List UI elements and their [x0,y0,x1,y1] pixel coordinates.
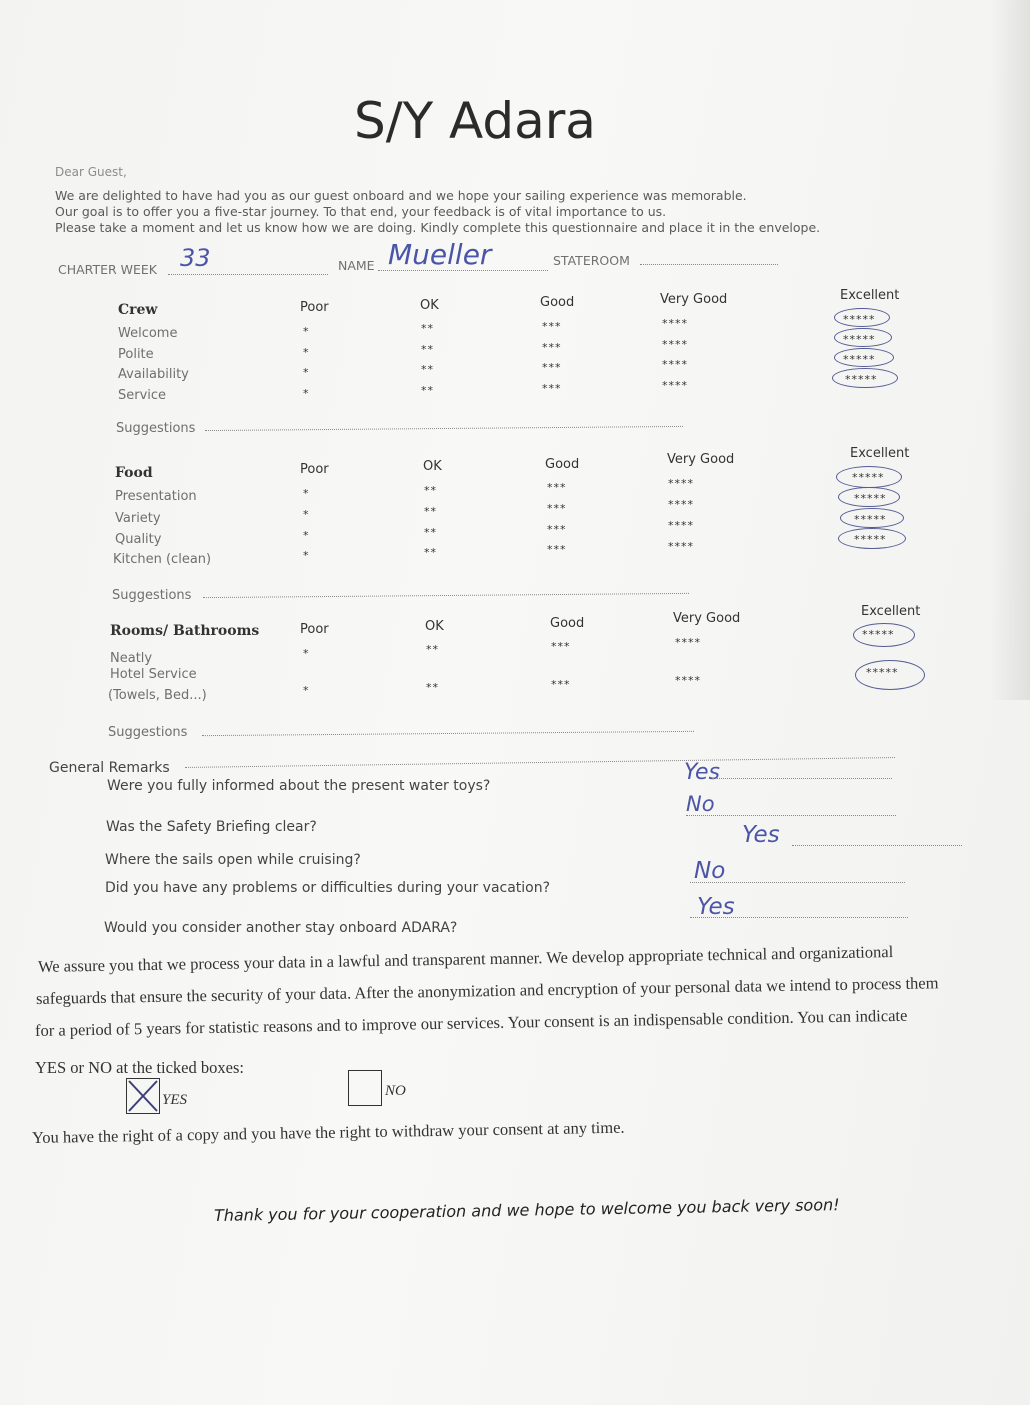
consent-rights-text: You have the right of a copy and you have the right to withdraw your consent at any time. [31,1117,625,1147]
food-quality-good[interactable]: *** [547,523,567,536]
food-variety-selected-circle [838,487,900,507]
food-presentation-good[interactable]: *** [547,481,567,494]
crew-row-welcome: Welcome [118,326,178,341]
food-variety-poor[interactable]: * [303,508,310,521]
food-row-variety: Variety [115,511,161,526]
rooms-col-ok: OK [425,619,444,634]
food-presentation-ok[interactable]: ** [424,484,437,497]
question-water-toys: Were you fully informed about the present water toys? [107,778,491,794]
crew-polite-poor[interactable]: * [303,346,310,359]
food-col-very-good: Very Good [667,452,735,467]
crew-availability-good[interactable]: *** [542,361,562,374]
answer-water-toys[interactable]: Yes [684,760,721,785]
rooms-hotel-service-very-good[interactable]: **** [675,674,701,687]
answer-safety-briefing[interactable]: No [686,792,715,816]
rooms-neatly-poor[interactable]: * [303,647,310,660]
crew-polite-very-good[interactable]: **** [662,338,688,351]
crew-welcome-excellent[interactable]: ***** [843,313,876,326]
answer-problems-line [690,882,905,883]
food-kitchen-poor[interactable]: * [303,549,310,562]
rooms-suggestions-label: Suggestions [108,725,188,740]
food-col-good: Good [545,457,580,472]
food-variety-ok[interactable]: ** [424,505,437,518]
general-remarks-label: General Remarks [49,760,170,776]
food-suggestions-label: Suggestions [112,588,192,603]
form-title: S/Y Adara [354,92,596,150]
rooms-hotel-service-poor[interactable]: * [303,684,310,697]
food-col-poor: Poor [300,462,329,477]
crew-service-good[interactable]: *** [542,382,562,395]
food-quality-very-good[interactable]: **** [668,519,694,532]
crew-row-service: Service [118,388,167,403]
crew-availability-ok[interactable]: ** [421,363,434,376]
food-col-ok: OK [423,459,442,474]
crew-col-good: Good [540,295,575,310]
consent-text-line-1: We assure you that we process your data in a lawful and transparent manner. We develop appropriate technical and organizational [37,942,894,976]
answer-another-stay[interactable]: Yes [697,894,735,920]
rooms-neatly-very-good[interactable]: **** [675,636,701,649]
section-food-title: Food [115,465,153,481]
food-quality-ok[interactable]: ** [424,526,437,539]
question-problems: Did you have any problems or difficulties during your vacation? [105,880,551,896]
charter-week-label: CHARTER WEEK [58,262,157,277]
food-row-kitchen: Kitchen (clean) [113,552,212,567]
name-value[interactable]: Mueller [388,238,492,271]
salutation: Dear Guest, [55,165,127,179]
section-rooms-title: Rooms/ Bathrooms [110,623,260,639]
food-quality-selected-circle [840,508,904,528]
food-kitchen-very-good[interactable]: **** [668,540,694,553]
food-quality-excellent[interactable]: ***** [854,513,887,526]
intro-line-2: Our goal is to offer you a five-star journey. To that end, your feedback is of vital importance to us. [55,204,667,219]
food-kitchen-good[interactable]: *** [547,543,567,556]
crew-welcome-selected-circle [834,308,890,327]
name-label: NAME [338,258,375,273]
question-sails-open: Where the sails open while cruising? [105,852,361,868]
intro-line-1: We are delighted to have had you as our guest onboard and we hope your sailing experience was memorable. [55,188,747,203]
food-presentation-poor[interactable]: * [303,487,310,500]
food-row-quality: Quality [115,532,162,547]
crew-polite-selected-circle [834,328,892,347]
food-suggestions-line[interactable] [203,593,689,598]
rooms-col-good: Good [550,616,585,631]
food-kitchen-excellent[interactable]: ***** [854,533,887,546]
charter-week-line [168,274,328,275]
crew-col-very-good: Very Good [660,292,728,307]
crew-service-excellent[interactable]: ***** [845,373,878,386]
crew-service-selected-circle [832,368,898,388]
rooms-row-towels-bed: (Towels, Bed...) [108,688,207,703]
rooms-col-poor: Poor [300,622,329,637]
consent-text-line-4: YES or NO at the ticked boxes: [35,1058,244,1077]
food-variety-excellent[interactable]: ***** [854,492,887,505]
answer-another-stay-line [690,917,908,918]
consent-text-line-2: safeguards that ensure the security of your data. After the anonymization and encryption of your personal data we intend to process them [35,973,939,1008]
rooms-col-excellent: Excellent [861,604,921,619]
crew-availability-poor[interactable]: * [303,366,310,379]
food-presentation-very-good[interactable]: **** [668,477,694,490]
rooms-neatly-excellent[interactable]: ***** [862,628,895,641]
rooms-row-neatly: Neatly [110,651,153,666]
rooms-col-very-good: Very Good [673,611,741,626]
crew-row-availability: Availability [118,367,189,382]
food-presentation-selected-circle [836,466,902,488]
crew-col-poor: Poor [300,300,329,315]
crew-polite-excellent[interactable]: ***** [843,333,876,346]
crew-polite-ok[interactable]: ** [421,343,434,356]
crew-welcome-very-good[interactable]: **** [662,317,688,330]
answer-water-toys-line [712,778,892,779]
page-shadow [990,0,1030,700]
stateroom-label: STATEROOM [553,253,630,268]
consent-yes-checkbox[interactable] [126,1078,160,1114]
intro-line-3: Please take a moment and let us know how we are doing. Kindly complete this questionnaire and place it in the envelope. [55,220,821,235]
rooms-neatly-selected-circle [853,623,915,647]
food-kitchen-selected-circle [838,528,906,549]
rooms-hotel-service-excellent[interactable]: ***** [866,666,899,679]
consent-yes-label: YES [162,1092,188,1108]
consent-text-line-3: for a period of 5 years for statistic reasons and to improve our services. Your consent is an indispensable condition. You can indicate [34,1005,908,1040]
rooms-row-hotel-service: Hotel Service [110,667,197,682]
crew-service-ok[interactable]: ** [421,384,434,397]
food-kitchen-ok[interactable]: ** [424,546,437,559]
rooms-hotel-service-good[interactable]: *** [551,678,571,691]
crew-availability-excellent[interactable]: ***** [843,353,876,366]
crew-service-poor[interactable]: * [303,387,310,400]
food-row-presentation: Presentation [115,489,197,504]
crew-col-excellent: Excellent [840,288,900,303]
rooms-neatly-ok[interactable]: ** [426,643,439,656]
crew-polite-good[interactable]: *** [542,341,562,354]
consent-no-checkbox[interactable] [348,1070,382,1106]
food-col-excellent: Excellent [850,446,910,461]
crew-suggestions-line[interactable] [205,426,683,431]
crew-row-polite: Polite [118,347,154,362]
question-safety-briefing: Was the Safety Briefing clear? [106,819,317,835]
stateroom-line[interactable] [640,264,778,265]
checkbox-cross-icon [127,1079,159,1113]
answer-sails-open-line [792,845,962,846]
thank-you-message: Thank you for your cooperation and we hope to welcome you back very soon! [213,1195,840,1225]
section-crew-title: Crew [118,302,158,318]
crew-suggestions-label: Suggestions [116,421,196,436]
rooms-hotel-service-ok[interactable]: ** [426,681,439,694]
charter-week-value[interactable]: 33 [180,244,211,272]
rooms-neatly-good[interactable]: *** [551,640,571,653]
general-remarks-line[interactable] [185,757,895,768]
crew-welcome-poor[interactable]: * [303,325,310,338]
crew-col-ok: OK [420,298,439,313]
crew-welcome-good[interactable]: *** [542,320,562,333]
food-quality-poor[interactable]: * [303,529,310,542]
food-variety-very-good[interactable]: **** [668,498,694,511]
crew-availability-selected-circle [834,348,894,367]
crew-welcome-ok[interactable]: ** [421,322,434,335]
crew-service-very-good[interactable]: **** [662,379,688,392]
answer-sails-open[interactable]: Yes [742,822,780,848]
food-variety-good[interactable]: *** [547,502,567,515]
answer-safety-briefing-line [686,815,896,816]
rooms-suggestions-line[interactable] [202,731,694,736]
crew-availability-very-good[interactable]: **** [662,358,688,371]
food-presentation-excellent[interactable]: ***** [852,471,885,484]
consent-no-label: NO [385,1083,406,1099]
rooms-hotel-service-selected-circle [855,660,925,690]
answer-problems[interactable]: No [694,858,726,884]
question-another-stay: Would you consider another stay onboard ADARA? [104,920,458,936]
